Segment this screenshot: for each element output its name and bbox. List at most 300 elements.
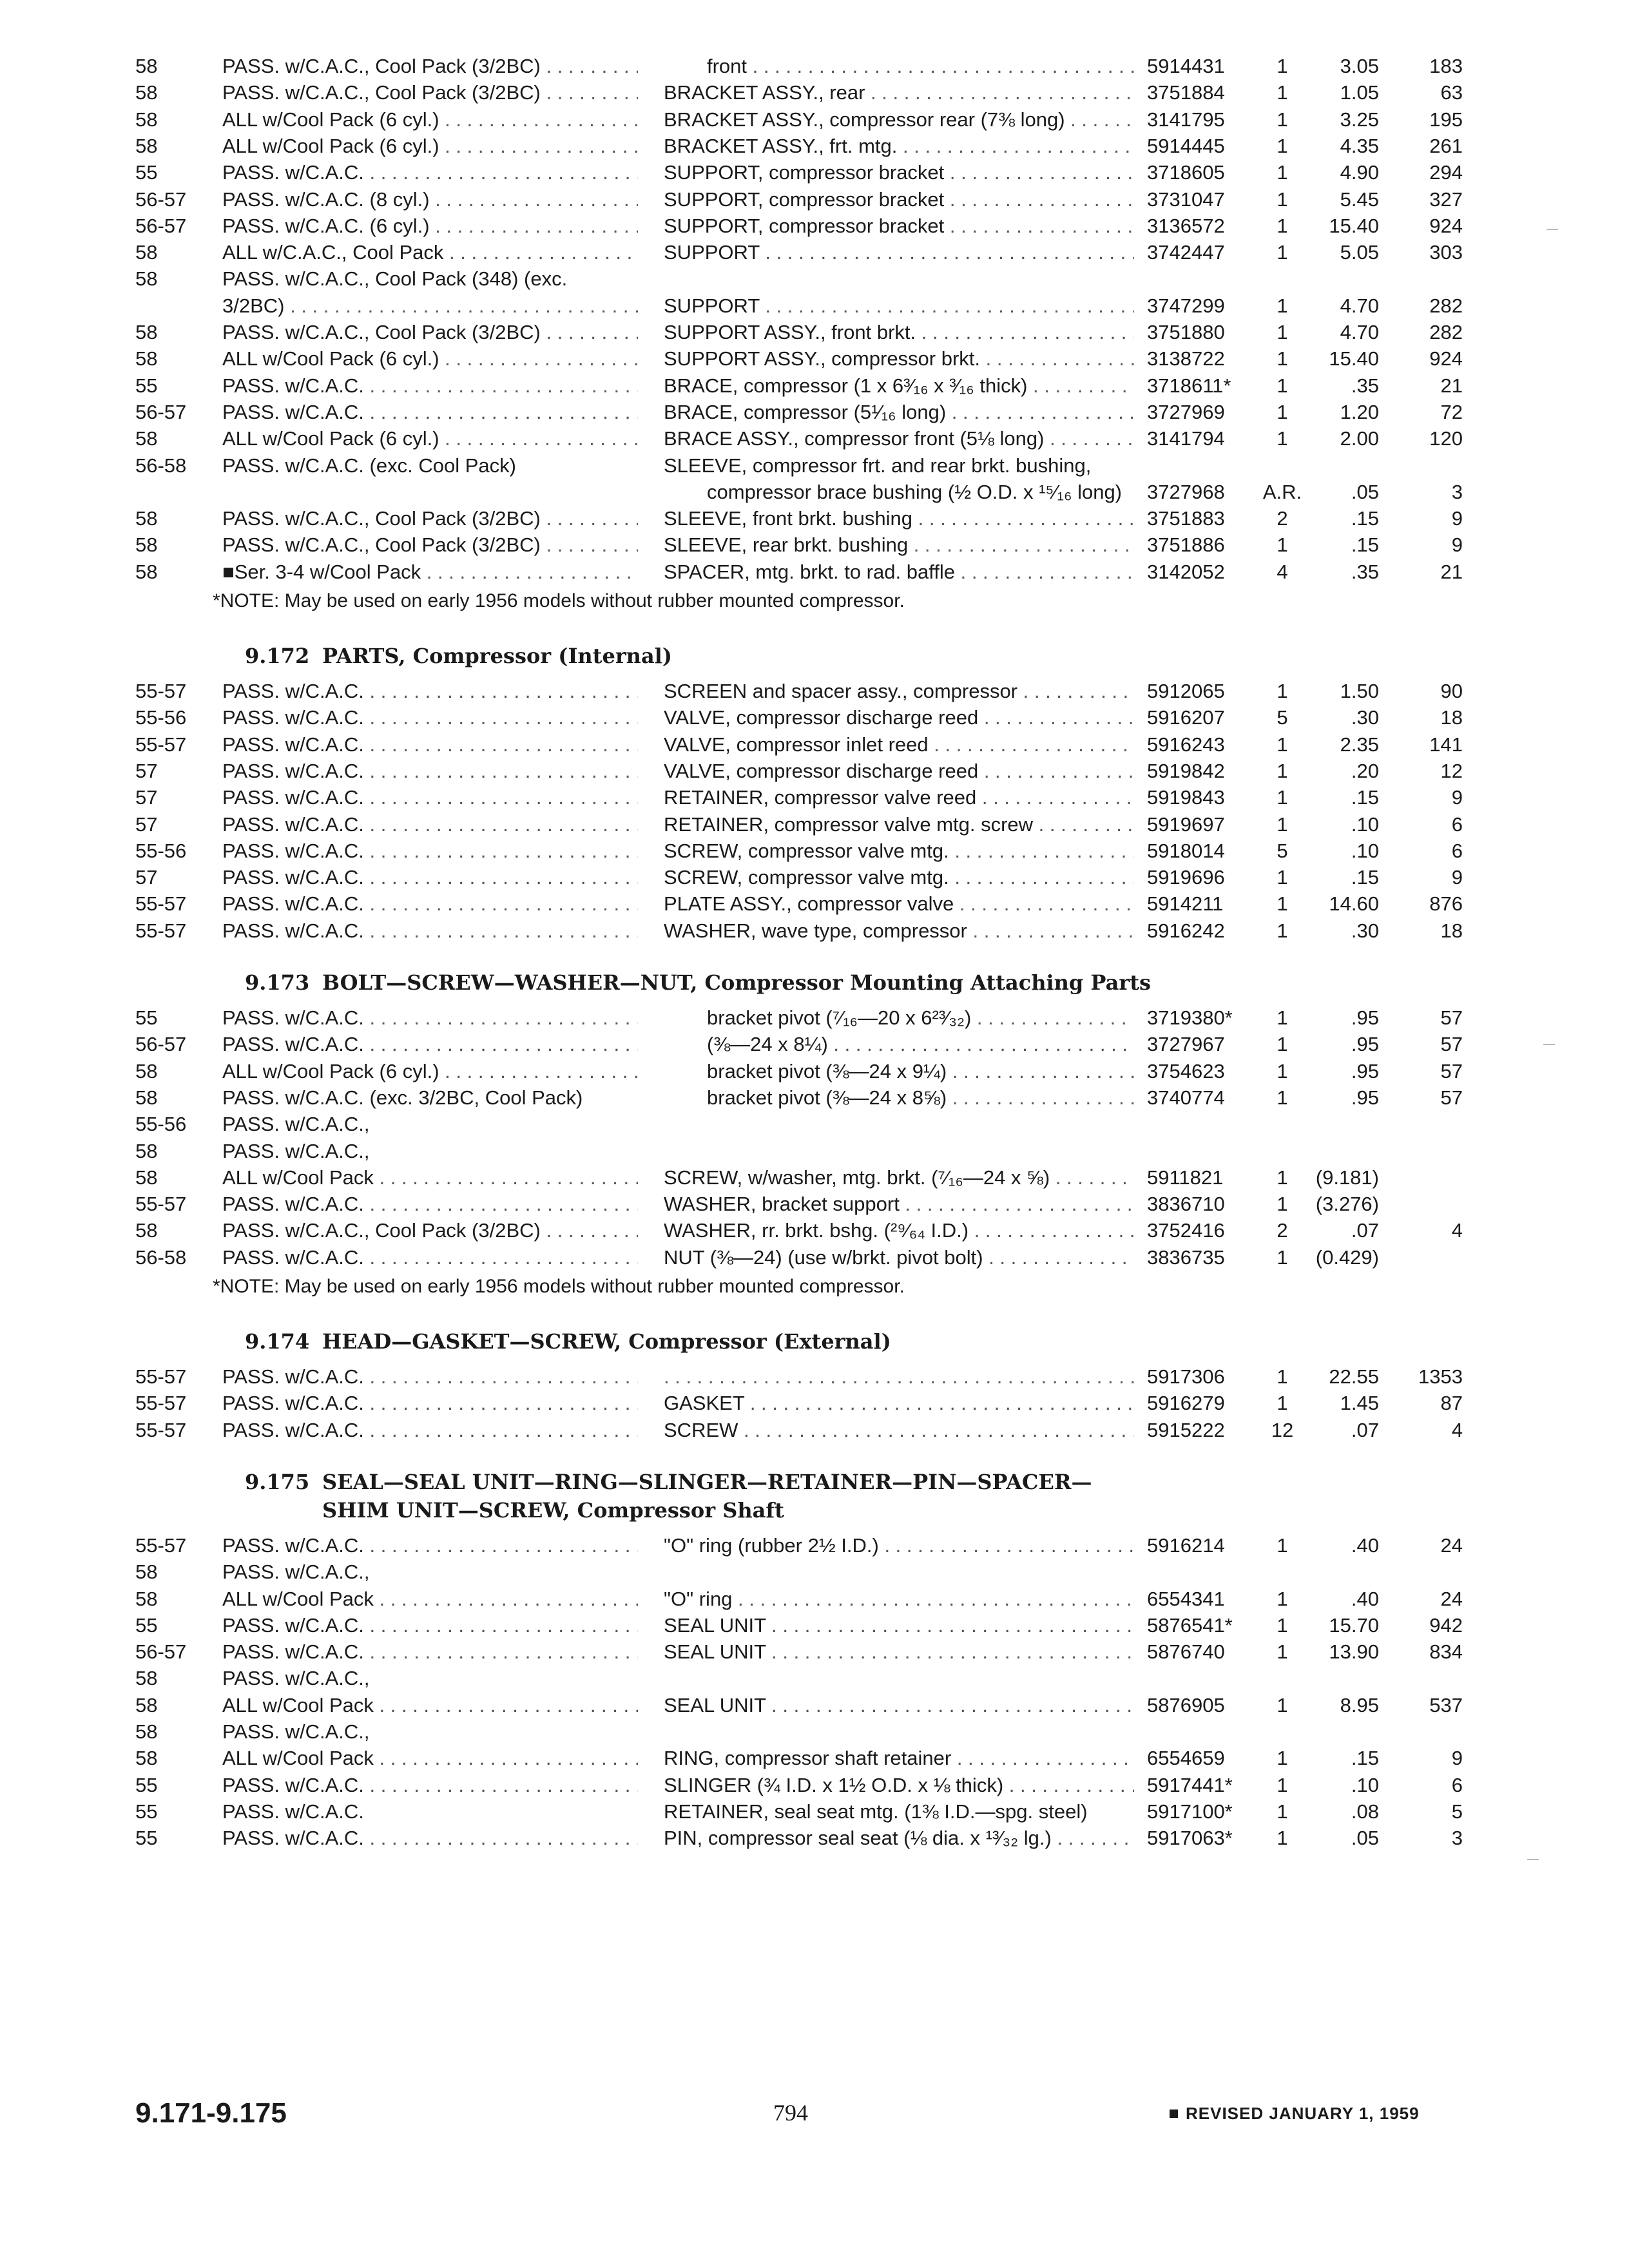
margin-mark (1547, 229, 1558, 230)
row-application: ALL w/C.A.C., Cool Pack . . . (222, 239, 638, 266)
table-row (0, 1559, 1629, 1586)
table-row (0, 784, 1629, 811)
row-price: .10 (1351, 839, 1379, 862)
row-list-code: 5 (1451, 1800, 1463, 1823)
table-row (0, 1191, 1629, 1218)
row-list-code: 9 (1451, 533, 1463, 557)
row-list-code: 327 (1429, 187, 1463, 211)
row-part-number: 5919843 (1147, 786, 1225, 809)
row-quantity: 1 (1277, 1193, 1288, 1216)
row-list-code: 57 (1440, 1006, 1463, 1029)
section-title: BOLT—SCREW—WASHER—NUT, Compressor Mounting Attaching Parts (322, 970, 1151, 995)
row-list-code: 282 (1429, 321, 1463, 343)
row-quantity: 1 (1277, 1059, 1288, 1082)
row-quantity: 1 (1277, 1800, 1288, 1823)
row-description: SPACER, mtg. brkt. to rad. baffle . . . (664, 559, 1134, 586)
row-application: PASS. w/C.A.C. . . . (222, 811, 638, 838)
row-price: 2.35 (1340, 733, 1379, 756)
row-price: 15.40 (1329, 214, 1379, 237)
row-year: 58 (135, 427, 158, 450)
table-row (0, 345, 1629, 372)
row-part-number: 5916243 (1147, 733, 1225, 756)
row-application: PASS. w/C.A.C. . . . (222, 1244, 638, 1271)
table-row (0, 106, 1629, 133)
row-quantity: A.R. (1262, 480, 1302, 503)
row-price: .35 (1351, 374, 1379, 397)
row-application: PASS. w/C.A.C. . . . (222, 1390, 638, 1417)
table-row (0, 890, 1629, 918)
section-title: SEAL—SEAL UNIT—RING—SLINGER—RETAINER—PIN—SPACER— (322, 1469, 1092, 1494)
table-row (0, 1363, 1629, 1390)
row-quantity: 1 (1277, 1006, 1288, 1029)
row-application: PASS. w/C.A.C. . . . (222, 1825, 638, 1852)
table-row (0, 1825, 1629, 1852)
row-price: (3.276) (1315, 1193, 1379, 1216)
row-part-number: 3836710 (1147, 1193, 1225, 1216)
row-description: RING, compressor shaft retainer . . . (664, 1745, 1134, 1772)
row-quantity: 1 (1277, 680, 1288, 702)
row-price: .15 (1351, 533, 1379, 557)
row-description: SUPPORT, compressor bracket . . . (664, 186, 1134, 213)
row-list-code: 924 (1429, 347, 1463, 370)
row-part-number: 3742447 (1147, 241, 1225, 264)
row-description: bracket pivot (⁷⁄₁₆—20 x 6²³⁄₃₂) . . . (707, 1004, 1134, 1032)
row-description: SCREW, compressor valve mtg. . . . (664, 864, 1134, 891)
footer-page-number: 794 (773, 2100, 808, 2126)
row-list-code: 63 (1440, 81, 1463, 104)
row-year: 57 (135, 812, 158, 836)
row-application: PASS. w/C.A.C. . . . (222, 1363, 638, 1390)
row-description: BRACE ASSY., compressor front (5⅛ long) . . . (664, 425, 1134, 452)
row-part-number: 5917063* (1147, 1827, 1233, 1850)
row-list-code: 72 (1440, 400, 1463, 423)
row-year: 58 (135, 1166, 158, 1189)
row-description: SUPPORT ASSY., front brkt. . . . (664, 319, 1134, 346)
row-quantity: 1 (1277, 347, 1288, 370)
row-application: 3/2BC) . . . (222, 293, 638, 320)
row-application: ■Ser. 3-4 w/Cool Pack . . . (222, 559, 638, 586)
row-application: ALL w/Cool Pack (6 cyl.) . . . (222, 106, 638, 133)
row-price: 15.40 (1329, 347, 1379, 370)
row-price: .10 (1351, 1773, 1379, 1796)
row-list-code: 834 (1429, 1640, 1463, 1664)
row-part-number: 3751883 (1147, 507, 1225, 530)
row-application: PASS. w/C.A.C. . . . (222, 1639, 638, 1666)
row-part-number: 5916207 (1147, 706, 1225, 729)
row-year: 55 (135, 1800, 158, 1823)
row-year: 55-57 (135, 733, 187, 756)
row-list-code: 4 (1451, 1418, 1463, 1441)
row-year: 56-58 (135, 1245, 187, 1269)
row-price: 14.60 (1329, 892, 1379, 916)
row-description: SEAL UNIT . . . (664, 1639, 1134, 1666)
table-row (0, 293, 1629, 320)
row-part-number: 3718611* (1147, 374, 1231, 397)
row-description: compressor brace bushing (½ O.D. x ¹⁵⁄₁₆ long) (707, 480, 1123, 503)
table-row (0, 704, 1629, 731)
row-year: 55-57 (135, 892, 187, 916)
row-list-code: 294 (1429, 161, 1463, 184)
table-row (0, 1084, 1629, 1111)
row-year: 58 (135, 321, 158, 343)
section-number: 9.174 (245, 1329, 310, 1354)
row-price: .35 (1351, 560, 1379, 583)
row-part-number: 3740774 (1147, 1086, 1225, 1109)
row-part-number: 3731047 (1147, 187, 1225, 211)
row-description: WASHER, rr. brkt. bshg. (²⁹⁄₆₄ I.D.) . . . (664, 1217, 1134, 1244)
row-description: NUT (⅜—24) (use w/brkt. pivot bolt) . . . (664, 1244, 1134, 1271)
row-quantity: 1 (1277, 400, 1288, 423)
row-price: .95 (1351, 1033, 1379, 1056)
row-part-number: 5915222 (1147, 1418, 1225, 1441)
row-year: 58 (135, 1059, 158, 1082)
row-quantity: 4 (1277, 560, 1288, 583)
row-year: 55 (135, 1827, 158, 1850)
table-row (0, 1692, 1629, 1719)
row-application: PASS. w/C.A.C. . . . (222, 731, 638, 758)
row-part-number: 3719380* (1147, 1006, 1233, 1029)
row-price: 3.05 (1340, 55, 1379, 77)
row-quantity: 1 (1277, 733, 1288, 756)
row-application: PASS. w/C.A.C. . . . (222, 1772, 638, 1799)
row-part-number: 3141795 (1147, 108, 1225, 131)
row-list-code: 18 (1440, 706, 1463, 729)
row-description: SUPPORT . . . (664, 239, 1134, 266)
row-part-number: 3751886 (1147, 533, 1225, 557)
row-application: ALL w/Cool Pack (6 cyl.) . . . (222, 345, 638, 372)
row-price: .15 (1351, 1747, 1379, 1770)
row-description: SLEEVE, compressor frt. and rear brkt. bushing, (664, 454, 1092, 477)
row-list-code: 21 (1440, 560, 1463, 583)
row-price: .15 (1351, 866, 1379, 889)
row-description: SUPPORT, compressor bracket . . . (664, 213, 1134, 240)
row-price: 15.70 (1329, 1613, 1379, 1637)
row-list-code: 924 (1429, 214, 1463, 237)
row-price: 5.45 (1340, 187, 1379, 211)
table-row (0, 1031, 1629, 1058)
row-description: VALVE, compressor discharge reed . . . (664, 758, 1134, 785)
row-application: PASS. w/C.A.C. (exc. Cool Pack) (222, 454, 516, 477)
row-description: BRACKET ASSY., rear . . . (664, 79, 1134, 106)
row-application: PASS. w/C.A.C. . . . (222, 838, 638, 865)
row-year: 58 (135, 560, 158, 583)
row-description: BRACKET ASSY., frt. mtg. . . . (664, 133, 1134, 160)
row-part-number: 5912065 (1147, 680, 1225, 702)
row-application: PASS. w/C.A.C., (222, 1561, 370, 1584)
row-list-code: 9 (1451, 866, 1463, 889)
row-price: .40 (1351, 1587, 1379, 1610)
row-application: PASS. w/C.A.C. . . . (222, 1031, 638, 1058)
row-quantity: 1 (1277, 81, 1288, 104)
row-application: PASS. w/C.A.C., (222, 1720, 370, 1743)
row-quantity: 1 (1277, 1613, 1288, 1637)
row-part-number: 3136572 (1147, 214, 1225, 237)
row-description: SCREW, w/washer, mtg. brkt. (⁷⁄₁₆—24 x ⅝) . . . (664, 1164, 1134, 1191)
row-part-number: 3141794 (1147, 427, 1225, 450)
row-quantity: 5 (1277, 706, 1288, 729)
row-quantity: 5 (1277, 839, 1288, 862)
row-description: RETAINER, seal seat mtg. (1⅜ I.D.—spg. steel) (664, 1800, 1088, 1823)
row-application: ALL w/Cool Pack . . . (222, 1745, 638, 1772)
row-quantity: 1 (1277, 919, 1288, 942)
row-quantity: 1 (1277, 1587, 1288, 1610)
row-part-number: 3142052 (1147, 560, 1225, 583)
table-row (0, 838, 1629, 865)
row-application: PASS. w/C.A.C., Cool Pack (3/2BC) . . . (222, 319, 638, 346)
section-heading (245, 1327, 891, 1356)
table-row (0, 731, 1629, 758)
row-price: .08 (1351, 1800, 1379, 1823)
row-price: .40 (1351, 1533, 1379, 1557)
row-list-code: 6 (1451, 1773, 1463, 1796)
row-price: .05 (1351, 1827, 1379, 1850)
row-year: 58 (135, 1667, 158, 1690)
row-year: 58 (135, 134, 158, 157)
row-quantity: 1 (1277, 866, 1288, 889)
section-heading-continued: SHIM UNIT—SCREW, Compressor Shaft (322, 1497, 784, 1523)
row-year: 55-56 (135, 706, 187, 729)
row-year: 55-57 (135, 919, 187, 942)
row-application: PASS. w/C.A.C., (222, 1113, 370, 1136)
margin-mark (1543, 1044, 1555, 1045)
table-row (0, 532, 1629, 559)
table-row (0, 479, 1629, 506)
row-part-number: 6554341 (1147, 1587, 1225, 1610)
row-list-code: 3 (1451, 480, 1463, 503)
row-quantity: 1 (1277, 1392, 1288, 1415)
table-row (0, 864, 1629, 891)
row-list-code: 9 (1451, 507, 1463, 530)
section-heading (245, 1468, 1092, 1496)
row-year: 55-57 (135, 1418, 187, 1441)
table-row (0, 79, 1629, 106)
row-year: 55 (135, 1006, 158, 1029)
table-row (0, 1586, 1629, 1613)
row-list-code: 57 (1440, 1059, 1463, 1082)
row-year: 55-57 (135, 1392, 187, 1415)
row-part-number: 5916242 (1147, 919, 1225, 942)
row-quantity: 1 (1277, 187, 1288, 211)
row-price: 5.05 (1340, 241, 1379, 264)
row-year: 55-57 (135, 680, 187, 702)
row-part-number: 3727967 (1147, 1033, 1225, 1056)
row-year: 58 (135, 1086, 158, 1109)
row-part-number: 5914211 (1147, 892, 1224, 916)
table-row (0, 425, 1629, 452)
row-quantity: 1 (1277, 812, 1288, 836)
row-price: 4.35 (1340, 134, 1379, 157)
row-list-code: 141 (1429, 733, 1463, 756)
row-application: PASS. w/C.A.C. . . . (222, 159, 638, 186)
row-application: PASS. w/C.A.C. . . . (222, 704, 638, 731)
row-part-number: 3836735 (1147, 1245, 1225, 1269)
row-description: "O" ring . . . (664, 1586, 1134, 1613)
row-description: SEAL UNIT . . . (664, 1612, 1134, 1639)
row-year: 58 (135, 533, 158, 557)
table-row (0, 1390, 1629, 1417)
row-price: 2.00 (1340, 427, 1379, 450)
row-year: 58 (135, 1693, 158, 1716)
row-price: 4.70 (1340, 294, 1379, 317)
row-list-code: 183 (1429, 55, 1463, 77)
row-description: SUPPORT . . . (664, 293, 1134, 320)
row-description (664, 1363, 1134, 1390)
row-year: 58 (135, 507, 158, 530)
row-year: 58 (135, 1720, 158, 1743)
row-list-code: 18 (1440, 919, 1463, 942)
row-price: .05 (1351, 480, 1379, 503)
row-description: bracket pivot (⅜—24 x 8⅝) . . . (707, 1084, 1134, 1111)
section-title: HEAD—GASKET—SCREW, Compressor (External) (322, 1329, 891, 1354)
row-price: 1.45 (1340, 1392, 1379, 1415)
row-quantity: 1 (1277, 108, 1288, 131)
row-application: PASS. w/C.A.C., Cool Pack (3/2BC) . . . (222, 505, 638, 532)
section-title: PARTS, Compressor (Internal) (322, 644, 672, 668)
row-part-number: 5919697 (1147, 812, 1225, 836)
row-year: 57 (135, 759, 158, 782)
row-quantity: 1 (1277, 1827, 1288, 1850)
row-price: 1.20 (1340, 400, 1379, 423)
row-part-number: 5918014 (1147, 839, 1225, 862)
footnote: *NOTE: May be used on early 1956 models without rubber mounted compressor. (213, 590, 905, 611)
row-description: RETAINER, compressor valve reed . . . (664, 784, 1134, 811)
row-price: .15 (1351, 786, 1379, 809)
row-application: PASS. w/C.A.C. (8 cyl.) . . . (222, 186, 638, 213)
row-part-number: 5914431 (1147, 55, 1225, 77)
row-description: BRACKET ASSY., compressor rear (7⅜ long) . . . (664, 106, 1134, 133)
row-application: PASS. w/C.A.C. . . . (222, 864, 638, 891)
row-price: .07 (1351, 1219, 1379, 1242)
row-year: 55-57 (135, 1533, 187, 1557)
table-row (0, 1639, 1629, 1666)
row-quantity: 1 (1277, 161, 1288, 184)
row-price: .15 (1351, 507, 1379, 530)
footer-revised-text: REVISED JANUARY 1, 1959 (1186, 2104, 1420, 2123)
row-quantity: 1 (1277, 1773, 1288, 1796)
row-application: ALL w/Cool Pack . . . (222, 1586, 638, 1613)
row-quantity: 1 (1277, 55, 1288, 77)
row-application: PASS. w/C.A.C., (222, 1139, 370, 1162)
row-price: .10 (1351, 812, 1379, 836)
row-year: 55 (135, 161, 158, 184)
table-row (0, 1217, 1629, 1244)
row-year: 56-57 (135, 1033, 187, 1056)
row-application: PASS. w/C.A.C. . . . (222, 784, 638, 811)
row-description: SEAL UNIT . . . (664, 1692, 1134, 1719)
table-row (0, 1612, 1629, 1639)
row-application: ALL w/Cool Pack (6 cyl.) . . . (222, 1058, 638, 1085)
row-quantity: 1 (1277, 241, 1288, 264)
table-row (0, 1718, 1629, 1745)
row-part-number: 3752416 (1147, 1219, 1225, 1242)
row-description: PLATE ASSY., compressor valve . . . (664, 890, 1134, 918)
row-price: .95 (1351, 1086, 1379, 1109)
row-list-code: 1353 (1418, 1365, 1463, 1388)
row-part-number: 5917100* (1147, 1800, 1233, 1823)
row-application: PASS. w/C.A.C., Cool Pack (3/2BC) . . . (222, 532, 638, 559)
row-part-number: 5917306 (1147, 1365, 1225, 1388)
table-row (0, 1244, 1629, 1271)
row-list-code: 90 (1440, 680, 1463, 702)
section-heading (245, 968, 1151, 997)
row-year: 56-57 (135, 187, 187, 211)
row-part-number: 5914445 (1147, 134, 1225, 157)
row-list-code: 57 (1440, 1033, 1463, 1056)
row-part-number: 5919842 (1147, 759, 1225, 782)
row-application: PASS. w/C.A.C. . . . (222, 1612, 638, 1639)
row-application: ALL w/Cool Pack (6 cyl.) . . . (222, 133, 638, 160)
row-list-code: 3 (1451, 1827, 1463, 1850)
row-description: "O" ring (rubber 2½ I.D.) . . . (664, 1532, 1134, 1559)
row-quantity: 1 (1277, 1365, 1288, 1388)
row-part-number: 5911821 (1147, 1166, 1224, 1189)
row-application: PASS. w/C.A.C. . . . (222, 1417, 638, 1444)
row-price: 1.50 (1340, 680, 1379, 702)
row-quantity: 1 (1277, 1033, 1288, 1056)
row-application: PASS. w/C.A.C. . . . (222, 890, 638, 918)
section-heading (245, 642, 672, 670)
row-application: PASS. w/C.A.C. . . . (222, 399, 638, 426)
row-description: bracket pivot (⅜—24 x 9¼) . . . (707, 1058, 1134, 1085)
row-price: .95 (1351, 1059, 1379, 1082)
row-price: (0.429) (1315, 1245, 1379, 1269)
table-row (0, 1772, 1629, 1799)
table-row (0, 1798, 1629, 1825)
row-part-number: 3138722 (1147, 347, 1225, 370)
table-row (0, 159, 1629, 186)
row-price: .30 (1351, 919, 1379, 942)
table-row (0, 559, 1629, 586)
table-row (0, 372, 1629, 399)
row-year: 58 (135, 1561, 158, 1584)
row-year: 55-56 (135, 1113, 187, 1136)
row-application: PASS. w/C.A.C., (222, 1667, 370, 1690)
row-year: 55 (135, 374, 158, 397)
table-row (0, 1004, 1629, 1032)
row-quantity: 1 (1277, 786, 1288, 809)
table-row (0, 1417, 1629, 1444)
row-application: PASS. w/C.A.C., Cool Pack (3/2BC) . . . (222, 53, 638, 80)
row-description: WASHER, bracket support . . . (664, 1191, 1134, 1218)
row-description: SUPPORT ASSY., compressor brkt. . . . (664, 345, 1134, 372)
table-row (0, 811, 1629, 838)
row-list-code: 87 (1440, 1392, 1463, 1415)
row-part-number: 3718605 (1147, 161, 1225, 184)
row-year: 58 (135, 81, 158, 104)
row-year: 58 (135, 241, 158, 264)
row-quantity: 1 (1277, 892, 1288, 916)
row-year: 58 (135, 347, 158, 370)
row-quantity: 2 (1277, 507, 1288, 530)
table-row (0, 399, 1629, 426)
row-description: RETAINER, compressor valve mtg. screw . . . (664, 811, 1134, 838)
table-row (0, 678, 1629, 705)
table-row (0, 1164, 1629, 1191)
table-row (0, 1665, 1629, 1692)
row-quantity: 1 (1277, 374, 1288, 397)
row-part-number: 5916279 (1147, 1392, 1225, 1415)
row-year: 55-56 (135, 839, 187, 862)
row-part-number: 3751884 (1147, 81, 1225, 104)
row-list-code: 24 (1440, 1533, 1463, 1557)
row-year: 57 (135, 786, 158, 809)
row-list-code: 876 (1429, 892, 1463, 916)
table-row (0, 213, 1629, 240)
row-part-number: 3751880 (1147, 321, 1225, 343)
row-quantity: 1 (1277, 533, 1288, 557)
row-description: (⅜—24 x 8¼) . . . (707, 1031, 1134, 1058)
row-part-number: 3754623 (1147, 1059, 1225, 1082)
